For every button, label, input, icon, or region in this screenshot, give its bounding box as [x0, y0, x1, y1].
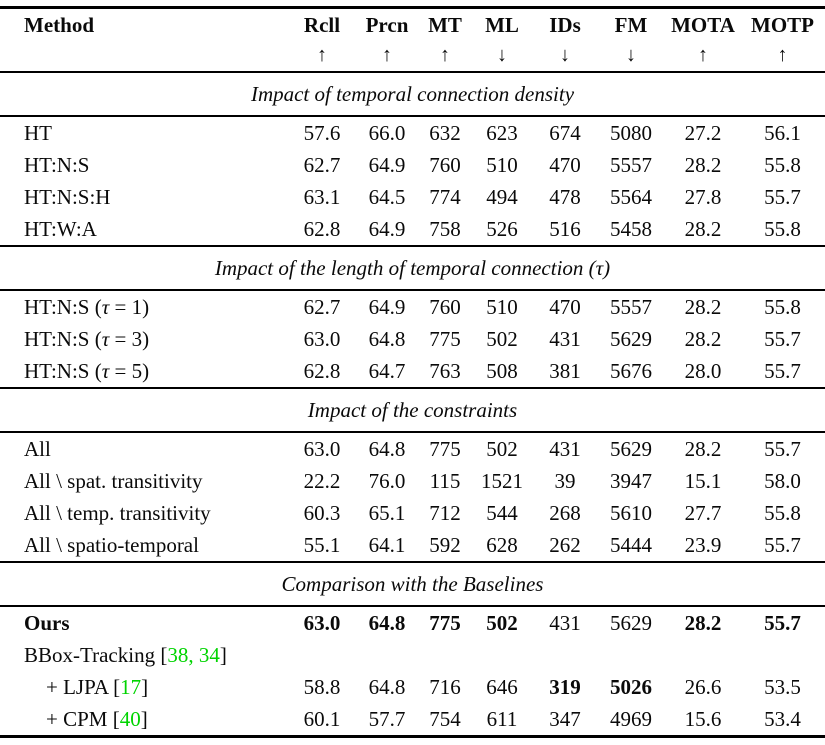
value-cell: 5564	[610, 185, 652, 209]
method-label: HT:N:S:H	[24, 185, 111, 209]
value-cell: 65.1	[368, 501, 406, 525]
method-cell	[0, 497, 290, 529]
column-label: MT	[428, 13, 462, 37]
value-cell: 64.1	[368, 533, 406, 557]
value-cell: 62.7	[303, 153, 341, 177]
section-rows-baselines	[0, 607, 825, 735]
column-label: Method	[24, 13, 94, 37]
value-cell: 62.8	[303, 217, 341, 241]
value-cell: 57.6	[303, 121, 341, 145]
value-cell: 28.2	[684, 295, 722, 319]
table-row	[0, 465, 825, 497]
table-row	[0, 607, 825, 639]
value-cell: 502	[486, 611, 518, 635]
value-cell: 115	[429, 469, 461, 493]
value-cell: 62.8	[303, 359, 341, 383]
column-header-mt	[420, 9, 470, 68]
table-row	[0, 181, 825, 213]
value-cell: 754	[429, 707, 461, 731]
citation-ref[interactable]: 38, 34	[167, 643, 220, 667]
column-header-ids	[534, 9, 596, 68]
column-header-ml	[470, 9, 534, 68]
value-cell: 26.6	[684, 675, 722, 699]
method-cell	[0, 433, 290, 465]
method-label: HT:N:S (	[24, 327, 102, 351]
value-cell: 63.0	[303, 437, 341, 461]
value-cell: 431	[549, 327, 581, 351]
value-cell: 55.8	[764, 295, 801, 319]
value-cell: 60.1	[303, 707, 341, 731]
arrow-down-icon: ↓	[626, 44, 636, 66]
value-cell: 431	[549, 437, 581, 461]
column-header-fm	[596, 9, 666, 68]
value-cell: 5557	[610, 295, 652, 319]
column-header-rcll	[290, 9, 354, 68]
tau-symbol: τ	[101, 295, 110, 319]
value-cell: 1521	[481, 469, 523, 493]
method-label: ]	[141, 675, 149, 699]
value-cell: 508	[486, 359, 518, 383]
method-cell	[0, 465, 290, 497]
arrow-up-icon: ↑	[698, 44, 708, 66]
method-cell	[0, 181, 290, 213]
section-rows-density	[0, 117, 825, 245]
value-cell: 494	[486, 185, 518, 209]
method-cell	[0, 607, 290, 639]
value-cell: 53.4	[764, 707, 801, 731]
value-cell: 64.8	[368, 611, 406, 635]
method-cell	[0, 291, 290, 323]
value-cell: 5444	[610, 533, 652, 557]
citation-ref[interactable]: 40	[119, 707, 141, 731]
value-cell: 63.0	[303, 327, 341, 351]
value-cell: 58.8	[303, 675, 341, 699]
method-label: All \ temp. transitivity	[24, 501, 211, 525]
value-cell: 5610	[610, 501, 652, 525]
value-cell: 381	[549, 359, 581, 383]
column-label: FM	[614, 13, 648, 37]
value-cell: 431	[549, 611, 581, 635]
value-cell: 510	[486, 153, 518, 177]
value-cell: 510	[486, 295, 518, 319]
arrow-up-icon: ↑	[382, 44, 392, 66]
table-row	[0, 117, 825, 149]
value-cell: 58.0	[764, 469, 801, 493]
section-rows-constraints	[0, 433, 825, 561]
arrow-down-icon: ↓	[497, 44, 507, 66]
value-cell: 502	[486, 327, 518, 351]
table-row	[0, 703, 825, 735]
method-cell	[0, 671, 290, 703]
table-row	[0, 639, 825, 671]
value-cell: 15.1	[684, 469, 722, 493]
method-label: = 5)	[109, 359, 150, 383]
table-header	[0, 9, 825, 71]
arrow-up-icon: ↑	[777, 44, 788, 66]
method-cell	[0, 149, 290, 181]
section-title-constraints: Impact of the constraints	[307, 398, 518, 422]
value-cell: 5629	[610, 327, 652, 351]
value-cell: 64.8	[368, 675, 406, 699]
value-cell: 470	[549, 295, 581, 319]
value-cell: 53.5	[764, 675, 801, 699]
value-cell: 5629	[610, 611, 652, 635]
method-cell	[0, 213, 290, 245]
arrow-down-icon: ↓	[560, 44, 570, 66]
value-cell: 64.5	[368, 185, 406, 209]
value-cell: 774	[429, 185, 461, 209]
value-cell: 5629	[610, 437, 652, 461]
value-cell: 760	[429, 153, 461, 177]
value-cell: 63.0	[303, 611, 341, 635]
method-label: = 1)	[109, 295, 150, 319]
value-cell: 23.9	[684, 533, 722, 557]
column-header-mota	[666, 9, 740, 68]
value-cell: 64.9	[368, 153, 406, 177]
value-cell: 632	[429, 121, 461, 145]
method-label: All \ spatio-temporal	[24, 533, 199, 557]
method-label: BBox-Tracking [	[24, 643, 168, 667]
value-cell: 262	[549, 533, 581, 557]
value-cell: 646	[486, 675, 518, 699]
value-cell: 55.7	[764, 185, 801, 209]
value-cell: 63.1	[303, 185, 341, 209]
arrow-up-icon: ↑	[440, 44, 450, 66]
column-label: MOTP	[751, 13, 814, 37]
tau-symbol: τ	[101, 327, 110, 351]
value-cell: 66.0	[368, 121, 406, 145]
value-cell: 758	[429, 217, 461, 241]
value-cell: 526	[486, 217, 518, 241]
method-label: HT:N:S (	[24, 295, 102, 319]
method-label: All \ spat. transitivity	[24, 469, 203, 493]
value-cell: 27.7	[684, 501, 722, 525]
value-cell: 15.6	[684, 707, 722, 731]
value-cell: 55.7	[764, 533, 801, 557]
column-label: MOTA	[671, 13, 735, 37]
method-cell	[0, 529, 290, 561]
value-cell: 5458	[610, 217, 652, 241]
value-cell: 60.3	[303, 501, 341, 525]
method-cell	[0, 355, 290, 387]
value-cell: 716	[429, 675, 461, 699]
column-header-method	[0, 9, 290, 42]
value-cell: 64.9	[368, 217, 406, 241]
section-rows-length	[0, 291, 825, 387]
method-cell	[0, 117, 290, 149]
column-label: Prcn	[365, 13, 409, 37]
table-row	[0, 323, 825, 355]
value-cell: 4969	[610, 707, 652, 731]
value-cell: 712	[429, 501, 461, 525]
table-row	[0, 433, 825, 465]
section-title-baselines: Comparison with the Baselines	[281, 572, 544, 596]
table-row	[0, 291, 825, 323]
value-cell: 628	[486, 533, 518, 557]
method-label: ]	[219, 643, 227, 667]
tau-symbol: τ	[101, 359, 110, 383]
value-cell: 56.1	[764, 121, 801, 145]
method-label: HT:W:A	[24, 217, 97, 241]
method-cell	[0, 703, 290, 735]
value-cell: 39	[554, 469, 576, 493]
value-cell: 674	[549, 121, 581, 145]
method-label: All	[24, 437, 51, 461]
section-title-length: Impact of the length of temporal connection (τ)	[214, 256, 611, 280]
value-cell: 470	[549, 153, 581, 177]
method-label: HT:N:S (	[24, 359, 102, 383]
value-cell: 55.7	[764, 611, 801, 635]
value-cell: 347	[549, 707, 581, 731]
value-cell: 775	[429, 437, 461, 461]
value-cell: 28.2	[684, 217, 722, 241]
method-cell	[0, 639, 290, 671]
value-cell: 763	[429, 359, 461, 383]
value-cell: 544	[486, 501, 518, 525]
value-cell: 5676	[610, 359, 652, 383]
value-cell: 55.7	[764, 437, 801, 461]
method-label: + CPM [	[46, 707, 120, 731]
value-cell: 268	[549, 501, 581, 525]
value-cell: 64.8	[368, 327, 406, 351]
value-cell: 5557	[610, 153, 652, 177]
table-row	[0, 529, 825, 561]
divider-bottom	[0, 735, 825, 738]
value-cell: 5026	[610, 675, 652, 699]
value-cell: 28.2	[684, 153, 722, 177]
value-cell: 76.0	[368, 469, 406, 493]
value-cell: 760	[429, 295, 461, 319]
value-cell: 28.0	[684, 359, 722, 383]
value-cell: 478	[549, 185, 581, 209]
value-cell: 64.9	[368, 295, 406, 319]
value-cell: 775	[429, 327, 461, 351]
value-cell: 3947	[610, 469, 652, 493]
value-cell: 22.2	[303, 469, 341, 493]
value-cell: 55.1	[303, 533, 341, 557]
value-cell: 775	[429, 611, 461, 635]
citation-ref[interactable]: 17	[120, 675, 142, 699]
table-row	[0, 671, 825, 703]
section-title-density: Impact of temporal connection density	[250, 82, 575, 106]
value-cell: 55.8	[764, 217, 801, 241]
column-label: ML	[485, 13, 519, 37]
table-row	[0, 497, 825, 529]
value-cell: 27.2	[684, 121, 722, 145]
column-label: IDs	[549, 13, 581, 37]
arrow-up-icon: ↑	[317, 44, 327, 66]
column-header-prcn	[354, 9, 420, 68]
value-cell: 319	[549, 675, 581, 699]
table-row	[0, 149, 825, 181]
value-cell: 64.7	[368, 359, 406, 383]
table-row	[0, 213, 825, 245]
column-label: Rcll	[303, 13, 341, 37]
value-cell: 55.7	[764, 327, 801, 351]
method-cell	[0, 323, 290, 355]
value-cell: 55.8	[764, 501, 801, 525]
table-row	[0, 355, 825, 387]
method-label: HT	[24, 121, 52, 145]
method-label: + LJPA [	[46, 675, 121, 699]
value-cell: 28.2	[684, 327, 722, 351]
value-cell: 516	[549, 217, 581, 241]
method-label: HT:N:S	[24, 153, 90, 177]
value-cell: 623	[486, 121, 518, 145]
column-header-motp	[740, 9, 825, 68]
value-cell: 611	[486, 707, 518, 731]
method-label: Ours	[24, 611, 70, 635]
value-cell: 55.7	[764, 359, 801, 383]
value-cell: 55.8	[764, 153, 801, 177]
value-cell: 28.2	[684, 611, 722, 635]
value-cell: 57.7	[368, 707, 406, 731]
value-cell: 28.2	[684, 437, 722, 461]
value-cell: 64.8	[368, 437, 406, 461]
value-cell: 5080	[610, 121, 652, 145]
method-label: ]	[140, 707, 148, 731]
value-cell: 592	[429, 533, 461, 557]
value-cell: 502	[486, 437, 518, 461]
value-cell: 27.8	[684, 185, 722, 209]
method-label: = 3)	[109, 327, 150, 351]
value-cell: 62.7	[303, 295, 341, 319]
